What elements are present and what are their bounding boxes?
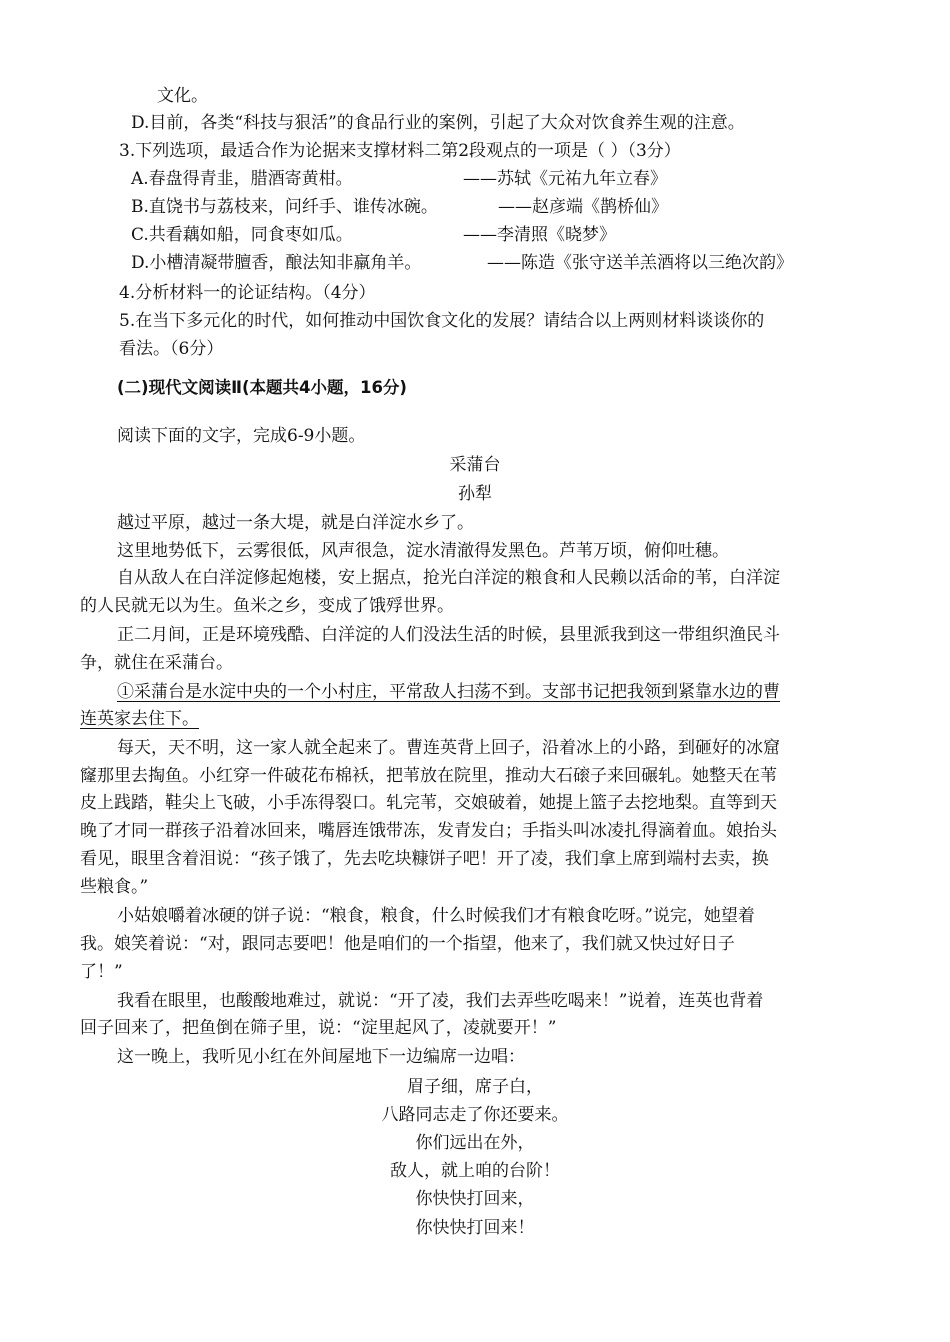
story-author: 孙犁: [458, 484, 492, 504]
q3-option-a-source: ——苏轼《元祐九年立春》: [463, 169, 667, 189]
story-line: 这里地势低下，云雾很低，风声很急，淀水清澈得发黑色。芦苇万顷，俯仰吐穗。: [117, 541, 729, 561]
song-line: 八路同志走了你还要来。: [381, 1105, 569, 1125]
story-line: 小姑娘嚼着冰硬的饼子说：“粮食，粮食，什么时候我们才有粮食吃呀。”说完，她望着: [117, 906, 755, 926]
story-line: 自从敌人在白洋淀修起炮楼，安上据点，抢光白洋淀的粮食和人民赖以活命的苇，白洋淀: [117, 568, 780, 588]
story-line: 的人民就无以为生。鱼米之乡，变成了饿殍世界。: [80, 596, 454, 616]
story-line: 看见，眼里含着泪说：“孩子饿了，先去吃块糠饼子吧！开了凌，我们拿上席到端村去卖，换: [80, 849, 769, 869]
song-line: 你们远出在外，: [415, 1133, 535, 1153]
cont-line: 文化。: [157, 86, 208, 106]
story-line: 窿那里去掏鱼。小红穿一件破花布棉袄，把苇放在院里，推动大石磙子来回碾轧。她整天在苇: [80, 766, 777, 786]
story-line: 了！”: [80, 962, 123, 982]
q3-option-d: D.小槽清凝带膻香，酿法知非羸角羊。: [131, 253, 422, 273]
q3-option-d-source: ——陈造《张守送羊羔酒将以三绝次韵》: [487, 253, 793, 273]
q3-option-b: B.直饶书与荔枝来，问纤手、谁传冰碗。: [131, 197, 438, 217]
story-line: 回子回来了，把鱼倒在筛子里，说：“淀里起风了，凌就要开！”: [80, 1018, 557, 1038]
story-line: 越过平原，越过一条大堤，就是白洋淀水乡了。: [117, 513, 474, 533]
reading-instruction: 阅读下面的文字，完成6-9小题。: [117, 426, 366, 446]
q3-option-c-source: ——李清照《晓梦》: [463, 225, 616, 245]
underlined-sentence: 连英家去住下。: [80, 709, 199, 729]
story-title: 采蒲台: [449, 455, 501, 475]
song-line: 你快快打回来，: [415, 1189, 535, 1209]
song-line: 你快快打回来！: [415, 1218, 535, 1238]
q3-option-c: C.共看藕如船，同食枣如瓜。: [131, 225, 353, 245]
story-line: 晚了才同一群孩子沿着冰回来，嘴唇连饿带冻，发青发白；手指头叫冰凌扎得滴着血。娘抬头: [80, 821, 777, 841]
q5-line-2: 看法。（6分）: [119, 339, 224, 359]
story-line: 正二月间，正是环境残酷、白洋淀的人们没法生活的时候，县里派我到这一带组织渔民斗: [117, 625, 780, 645]
q3-option-a: A.春盘得青韭，腊酒寄黄柑。: [131, 169, 353, 189]
story-line: 我看在眼里，也酸酸地难过，就说：“开了凌，我们去弄些吃喝来！”说着，连英也背着: [117, 991, 764, 1011]
q2-option-d: D.目前，各类“科技与狠活”的食品行业的案例，引起了大众对饮食养生观的注意。: [131, 113, 745, 133]
section-heading: (二)现代文阅读Ⅱ(本题共4小题，16分): [117, 378, 407, 397]
q3-stem: 3.下列选项，最适合作为论据来支撑材料二第2段观点的一项是（ ）（3分）: [119, 141, 681, 161]
song-line: 敌人，就上咱的台阶！: [390, 1161, 560, 1181]
underlined-sentence: ①采蒲台是水淀中央的一个小村庄，平常敌人扫荡不到。支部书记把我领到紧靠水边的曹: [117, 682, 780, 702]
story-line: 每天，天不明，这一家人就全起来了。曹连英背上回子，沿着冰上的小路，到砸好的冰窟: [117, 738, 780, 758]
story-line: 这一晚上，我听见小红在外间屋地下一边编席一边唱：: [117, 1047, 525, 1067]
q3-option-b-source: ——赵彦端《鹊桥仙》: [498, 197, 668, 217]
story-line: 我。娘笑着说：“对，跟同志要吧！他是咱们的一个指望，他来了，我们就又快过好日子: [80, 934, 735, 954]
story-line: 些粮食。”: [80, 877, 149, 897]
q4: 4.分析材料一的论证结构。（4分）: [119, 283, 376, 303]
story-line: 争，就住在采蒲台。: [80, 653, 233, 673]
story-line: 皮上践踏，鞋尖上飞破，小手冻得裂口。轧完苇，交娘破着，她提上篮子去挖地梨。直等到天: [80, 793, 777, 813]
q5-line-1: 5.在当下多元化的时代，如何推动中国饮食文化的发展？请结合以上两则材料谈谈你的: [119, 311, 765, 331]
song-line: 眉子细，席子白，: [407, 1077, 543, 1097]
